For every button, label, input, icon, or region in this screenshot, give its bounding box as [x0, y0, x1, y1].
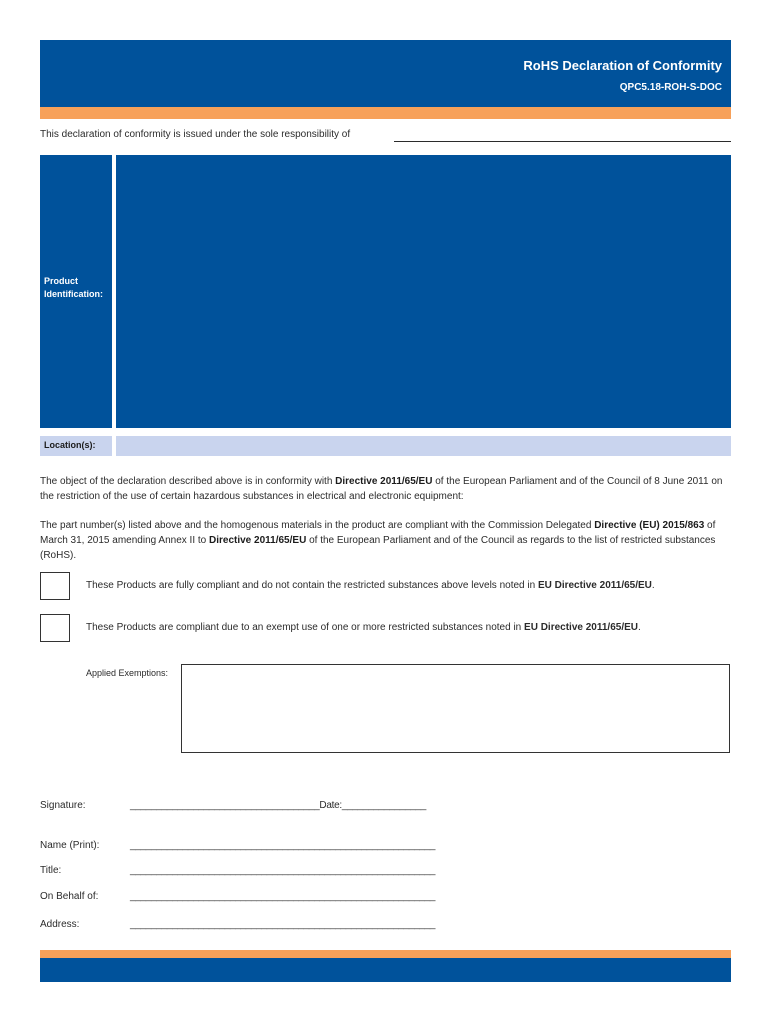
locations-label: Location(s): — [44, 440, 96, 450]
footer-banner — [40, 958, 731, 982]
name-print-field[interactable]: __________________________________________________________ — [130, 840, 436, 851]
document-title: RoHS Declaration of Conformity — [523, 58, 722, 73]
fully-compliant-checkbox[interactable] — [40, 572, 70, 600]
product-identification-field[interactable] — [116, 155, 731, 428]
date-field[interactable]: ________________ — [341, 800, 427, 811]
address-label: Address: — [40, 919, 80, 930]
applied-exemptions-field[interactable] — [181, 664, 730, 753]
responsibility-party-field[interactable] — [394, 141, 731, 142]
on-behalf-of-label: On Behalf of: — [40, 891, 99, 902]
title-field[interactable]: __________________________________________________________ — [130, 865, 436, 876]
title-label: Title: — [40, 865, 62, 876]
fully-compliant-label: These Products are fully compliant and do not contain the restricted substances above levels noted in EU Directive 2011/65/EU. — [86, 580, 655, 591]
responsibility-statement: This declaration of conformity is issued under the sole responsibility of — [40, 129, 351, 140]
applied-exemptions-label: Applied Exemptions: — [86, 668, 169, 678]
product-identification-label: Product Identification: — [44, 276, 103, 299]
compliance-paragraph: The part number(s) listed above and the homogenous materials in the product are compliant with the Commission Delegated Directive (EU) 2015/863 of March 31, 2015 amending Annex II to Directive 2011/65/EU of the European Parliament and of the Council as regards to the list of restricted substances (RoHS). — [40, 520, 716, 561]
on-behalf-of-field[interactable]: __________________________________________________________ — [130, 891, 436, 902]
exempt-compliant-checkbox[interactable] — [40, 614, 70, 642]
footer-accent-bar — [40, 950, 731, 958]
name-print-label: Name (Print): — [40, 840, 100, 851]
header-banner — [40, 40, 731, 107]
date-label: Date: — [319, 800, 342, 811]
signature-label: Signature: — [40, 800, 86, 811]
locations-field[interactable] — [116, 436, 731, 456]
address-field[interactable]: __________________________________________________________ — [130, 919, 436, 930]
document-code: QPC5.18-ROH-S-DOC — [619, 82, 722, 93]
signature-row — [130, 800, 426, 811]
header-accent-bar — [40, 107, 731, 119]
conformity-paragraph: The object of the declaration described above is in conformity with Directive 2011/65/EU of the European Parliament and of the Council of 8 June 2011 on the restriction of the use of certain hazardous substances in electrical and electronic equipment: — [40, 476, 723, 502]
signature-field[interactable]: ____________________________________ — [130, 800, 320, 811]
exempt-compliant-label: These Products are compliant due to an exempt use of one or more restricted substances noted in EU Directive 2011/65/EU. — [86, 622, 641, 633]
